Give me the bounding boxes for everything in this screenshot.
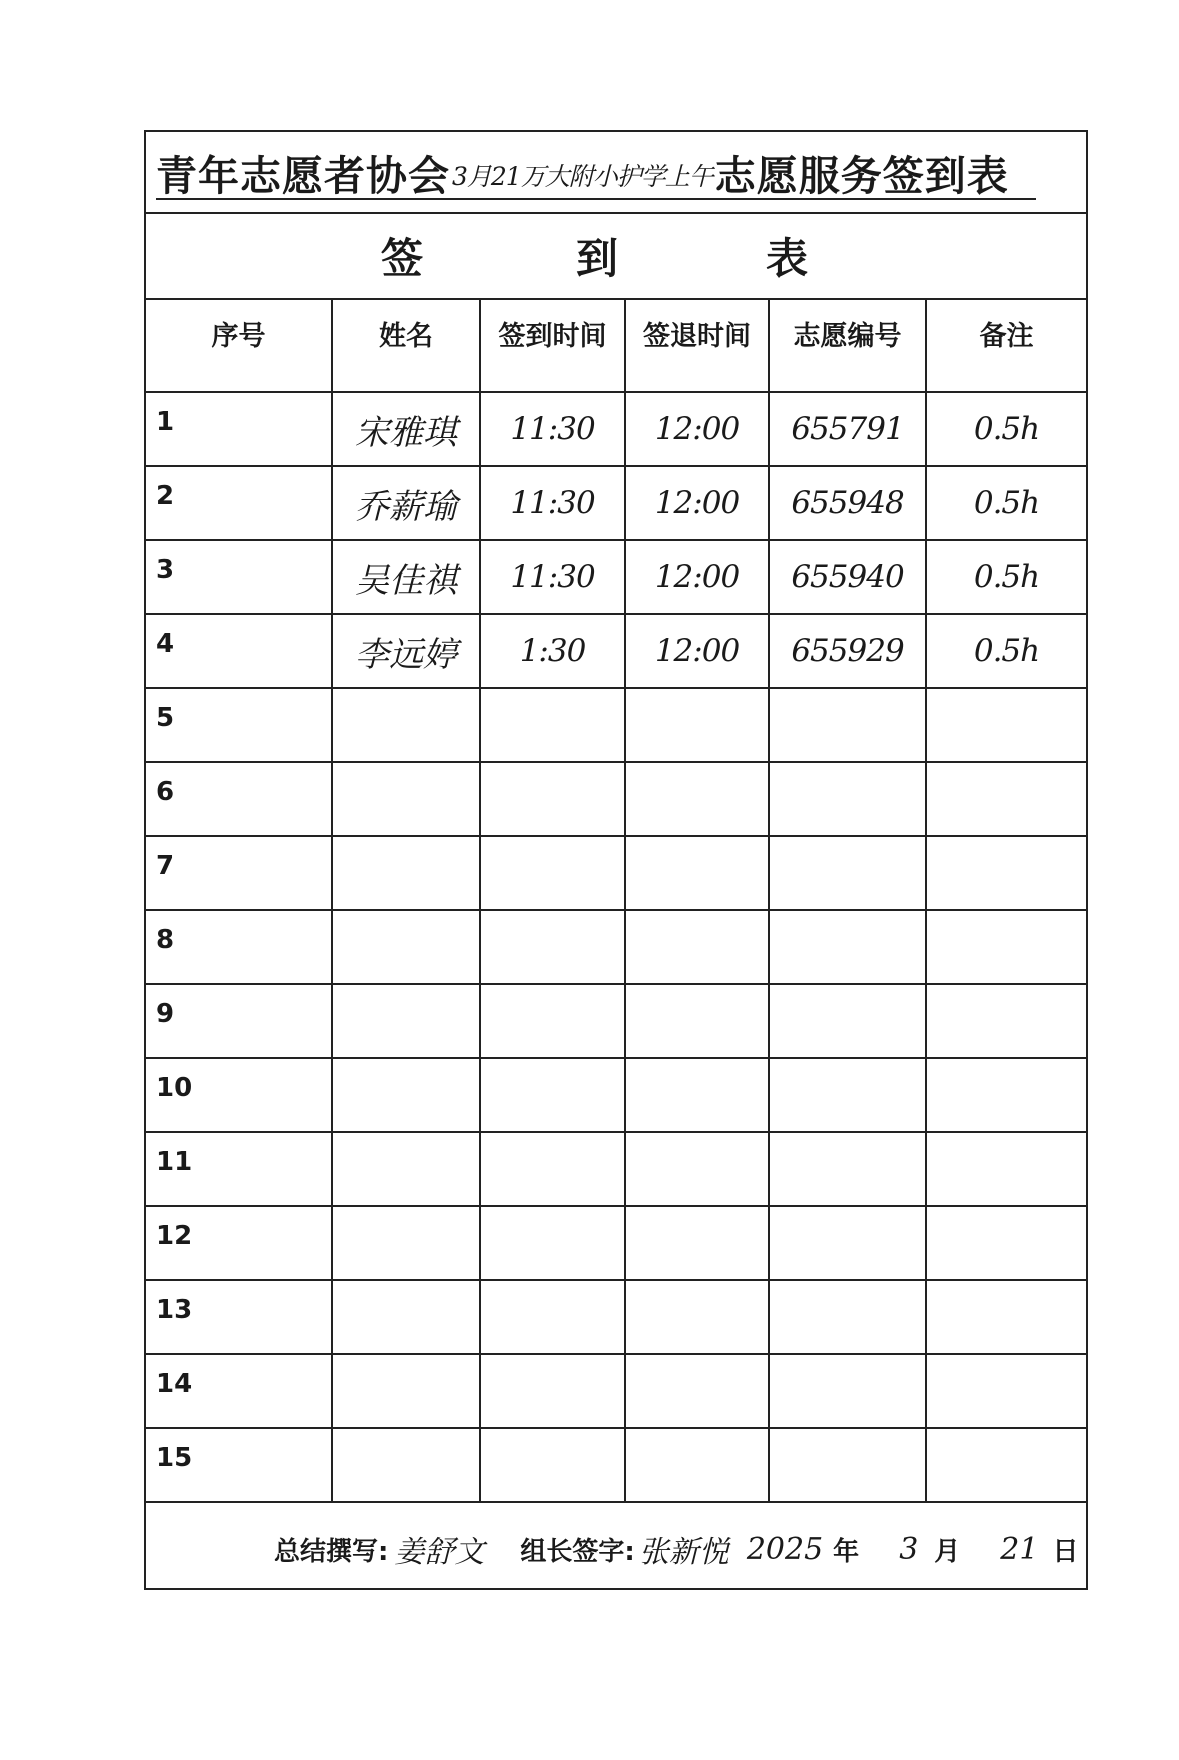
row-number: 1	[146, 392, 332, 466]
table-row	[146, 1280, 1086, 1354]
summary-signature: 姜舒文	[394, 1535, 485, 1570]
col-header-number: 序号	[146, 300, 332, 392]
sign-in-sheet	[144, 130, 1088, 1590]
row-remarks	[926, 688, 1086, 762]
row-sign-in-time	[480, 910, 625, 984]
row-remarks	[926, 1280, 1086, 1354]
row-number: 13	[146, 1280, 332, 1354]
row-sign-out-time	[625, 1132, 769, 1206]
row-number: 4	[146, 614, 332, 688]
row-sign-out-time: 12:00	[625, 540, 769, 614]
heading-char-2: 到	[576, 234, 619, 283]
table-row	[146, 540, 1086, 614]
row-name: 吴佳祺	[332, 540, 480, 614]
row-number: 14	[146, 1354, 332, 1428]
row-sign-out-time: 12:00	[625, 466, 769, 540]
row-remarks	[926, 984, 1086, 1058]
row-sign-in-time: 11:30	[480, 540, 625, 614]
table-row	[146, 466, 1086, 540]
date-day: 21	[1000, 1531, 1039, 1567]
row-sign-in-time	[480, 836, 625, 910]
row-number: 3	[146, 540, 332, 614]
sheet-heading	[146, 214, 1086, 300]
row-sign-out-time	[625, 836, 769, 910]
row-remarks	[926, 1354, 1086, 1428]
table-row	[146, 1058, 1086, 1132]
date-day-unit: 日	[1052, 1536, 1079, 1567]
row-volunteer-id	[769, 1280, 926, 1354]
row-sign-in-time	[480, 1280, 625, 1354]
row-sign-in-time	[480, 984, 625, 1058]
row-number: 12	[146, 1206, 332, 1280]
row-sign-in-time: 1:30	[480, 614, 625, 688]
date-month: 3	[899, 1531, 919, 1567]
sign-in-table	[146, 300, 1086, 1503]
row-sign-out-time	[625, 688, 769, 762]
col-header-remarks: 备注	[926, 300, 1086, 392]
row-sign-out-time	[625, 1280, 769, 1354]
row-name	[332, 910, 480, 984]
row-name	[332, 1354, 480, 1428]
row-volunteer-id: 655948	[769, 466, 926, 540]
row-volunteer-id	[769, 1428, 926, 1502]
row-volunteer-id: 655940	[769, 540, 926, 614]
row-sign-in-time	[480, 1428, 625, 1502]
table-row	[146, 688, 1086, 762]
row-name	[332, 1280, 480, 1354]
table-row	[146, 392, 1086, 466]
col-header-sign-in-time: 签到时间	[480, 300, 625, 392]
row-remarks	[926, 1058, 1086, 1132]
date-month-unit: 月	[934, 1536, 961, 1567]
row-name: 宋雅琪	[332, 392, 480, 466]
summary-label: 总结撰写:	[274, 1536, 389, 1567]
row-sign-out-time: 12:00	[625, 614, 769, 688]
row-number: 2	[146, 466, 332, 540]
row-number: 9	[146, 984, 332, 1058]
row-sign-in-time: 11:30	[480, 392, 625, 466]
form-title	[146, 132, 1086, 214]
leader-label: 组长签字:	[520, 1536, 635, 1567]
row-name: 乔薪瑜	[332, 466, 480, 540]
title-suffix: 志愿服务签到表	[714, 151, 1009, 200]
row-name	[332, 1132, 480, 1206]
table-row	[146, 614, 1086, 688]
row-remarks	[926, 836, 1086, 910]
row-remarks	[926, 910, 1086, 984]
title-org: 青年志愿者协会	[156, 151, 450, 200]
row-volunteer-id	[769, 688, 926, 762]
row-sign-in-time: 11:30	[480, 466, 625, 540]
row-remarks	[926, 1206, 1086, 1280]
row-sign-in-time	[480, 762, 625, 836]
row-sign-out-time	[625, 1058, 769, 1132]
row-remarks: 0.5h	[926, 392, 1086, 466]
row-sign-in-time	[480, 1354, 625, 1428]
row-number: 8	[146, 910, 332, 984]
row-remarks: 0.5h	[926, 466, 1086, 540]
table-row	[146, 1132, 1086, 1206]
row-name	[332, 1428, 480, 1502]
row-sign-out-time	[625, 1428, 769, 1502]
table-row	[146, 836, 1086, 910]
row-number: 10	[146, 1058, 332, 1132]
row-volunteer-id	[769, 984, 926, 1058]
row-volunteer-id: 655791	[769, 392, 926, 466]
row-remarks	[926, 1132, 1086, 1206]
table-row	[146, 1206, 1086, 1280]
row-number: 15	[146, 1428, 332, 1502]
heading-char-1: 签	[381, 234, 424, 283]
row-sign-out-time	[625, 1354, 769, 1428]
row-volunteer-id	[769, 762, 926, 836]
row-remarks: 0.5h	[926, 540, 1086, 614]
sheet-footer	[146, 1510, 1086, 1588]
row-number: 6	[146, 762, 332, 836]
row-volunteer-id: 655929	[769, 614, 926, 688]
row-name	[332, 1206, 480, 1280]
row-volunteer-id	[769, 836, 926, 910]
row-name	[332, 836, 480, 910]
row-sign-out-time: 12:00	[625, 392, 769, 466]
row-remarks: 0.5h	[926, 614, 1086, 688]
row-name	[332, 762, 480, 836]
row-sign-out-time	[625, 762, 769, 836]
row-volunteer-id	[769, 1058, 926, 1132]
title-handwritten-event: 3月21万大附小护学上午	[452, 162, 713, 191]
row-name	[332, 984, 480, 1058]
row-sign-in-time	[480, 1058, 625, 1132]
row-sign-out-time	[625, 984, 769, 1058]
date-year-unit: 年	[833, 1536, 860, 1567]
leader-signature: 张新悦	[638, 1535, 729, 1570]
row-volunteer-id	[769, 1354, 926, 1428]
row-number: 7	[146, 836, 332, 910]
row-sign-in-time	[480, 1206, 625, 1280]
row-number: 5	[146, 688, 332, 762]
row-sign-in-time	[480, 688, 625, 762]
col-header-name: 姓名	[332, 300, 480, 392]
col-header-sign-out-time: 签退时间	[625, 300, 769, 392]
col-header-volunteer-id: 志愿编号	[769, 300, 926, 392]
table-row	[146, 910, 1086, 984]
row-volunteer-id	[769, 910, 926, 984]
row-remarks	[926, 1428, 1086, 1502]
row-volunteer-id	[769, 1206, 926, 1280]
title-underline	[156, 198, 1036, 200]
table-row	[146, 1354, 1086, 1428]
table-row	[146, 1428, 1086, 1502]
row-sign-out-time	[625, 910, 769, 984]
row-name	[332, 1058, 480, 1132]
row-name: 李远婷	[332, 614, 480, 688]
row-sign-out-time	[625, 1206, 769, 1280]
row-remarks	[926, 762, 1086, 836]
row-name	[332, 688, 480, 762]
row-sign-in-time	[480, 1132, 625, 1206]
table-header-row	[146, 300, 1086, 392]
row-volunteer-id	[769, 1132, 926, 1206]
date-year: 2025	[746, 1531, 824, 1567]
table-row	[146, 984, 1086, 1058]
row-number: 11	[146, 1132, 332, 1206]
table-row	[146, 762, 1086, 836]
heading-char-3: 表	[766, 234, 809, 283]
